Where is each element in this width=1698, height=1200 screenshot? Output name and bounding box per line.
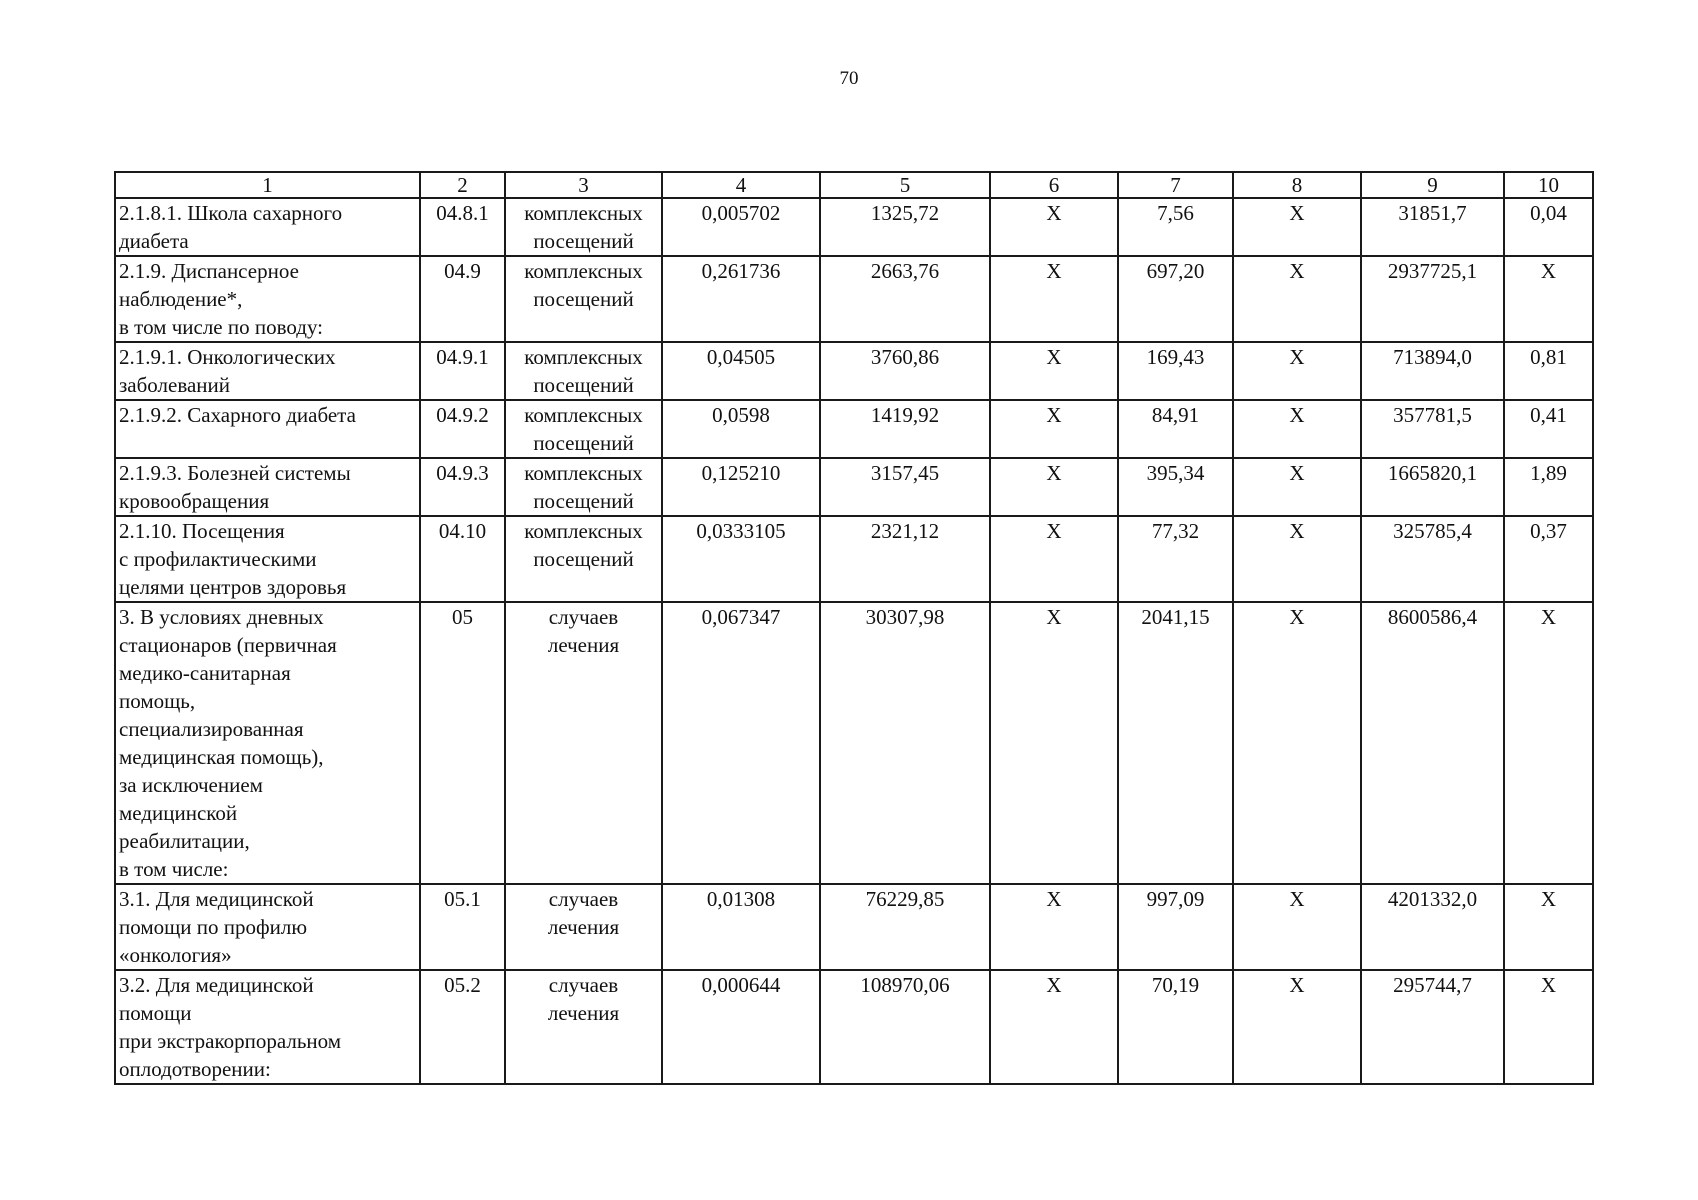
- column-header: 10: [1504, 172, 1593, 198]
- cell-col7: 77,32: [1118, 516, 1233, 602]
- cell-col4: 0,000644: [662, 970, 820, 1084]
- column-header: 4: [662, 172, 820, 198]
- cell-col9: 295744,7: [1361, 970, 1504, 1084]
- cell-col8: Х: [1233, 516, 1361, 602]
- cell-col10: 0,04: [1504, 198, 1593, 256]
- cell-col4: 0,261736: [662, 256, 820, 342]
- cell-col7: 7,56: [1118, 198, 1233, 256]
- row-code: 04.8.1: [420, 198, 505, 256]
- row-name: 2.1.10. Посещения с профилактическими целями центров здоровья: [115, 516, 420, 602]
- data-table: [114, 171, 1594, 1085]
- row-name: 3.2. Для медицинской помощи при экстракорпоральном оплодотворении:: [115, 970, 420, 1084]
- row-unit: комплексных посещений: [505, 342, 662, 400]
- cell-col6: Х: [990, 602, 1118, 884]
- cell-col5: 76229,85: [820, 884, 990, 970]
- cell-col8: Х: [1233, 970, 1361, 1084]
- column-header: 7: [1118, 172, 1233, 198]
- cell-col5: 1325,72: [820, 198, 990, 256]
- cell-col9: 8600586,4: [1361, 602, 1504, 884]
- cell-col6: Х: [990, 516, 1118, 602]
- row-code: 05.1: [420, 884, 505, 970]
- cell-col10: 1,89: [1504, 458, 1593, 516]
- table-row: [115, 884, 1593, 970]
- row-code: 04.9.1: [420, 342, 505, 400]
- cell-col4: 0,0333105: [662, 516, 820, 602]
- row-name: 2.1.9. Диспансерное наблюдение*, в том числе по поводу:: [115, 256, 420, 342]
- cell-col5: 2663,76: [820, 256, 990, 342]
- row-unit: комплексных посещений: [505, 458, 662, 516]
- cell-col9: 31851,7: [1361, 198, 1504, 256]
- table-row: [115, 400, 1593, 458]
- cell-col10: 0,81: [1504, 342, 1593, 400]
- cell-col6: Х: [990, 400, 1118, 458]
- column-header: 9: [1361, 172, 1504, 198]
- cell-col9: 4201332,0: [1361, 884, 1504, 970]
- table-row: [115, 198, 1593, 256]
- row-code: 05: [420, 602, 505, 884]
- cell-col5: 108970,06: [820, 970, 990, 1084]
- table-row: [115, 516, 1593, 602]
- cell-col10: 0,37: [1504, 516, 1593, 602]
- cell-col4: 0,125210: [662, 458, 820, 516]
- row-name: 2.1.9.2. Сахарного диабета: [115, 400, 420, 458]
- table-row: [115, 256, 1593, 342]
- cell-col4: 0,005702: [662, 198, 820, 256]
- row-name: 3. В условиях дневных стационаров (первичная медико-санитарная помощь, специализированная медицинская помощь), за исключением медицинской реабилитации, в том числе:: [115, 602, 420, 884]
- cell-col9: 713894,0: [1361, 342, 1504, 400]
- cell-col7: 2041,15: [1118, 602, 1233, 884]
- row-unit: комплексных посещений: [505, 198, 662, 256]
- cell-col6: Х: [990, 458, 1118, 516]
- cell-col6: Х: [990, 970, 1118, 1084]
- table-row: [115, 342, 1593, 400]
- cell-col7: 169,43: [1118, 342, 1233, 400]
- cell-col10: 0,41: [1504, 400, 1593, 458]
- cell-col7: 70,19: [1118, 970, 1233, 1084]
- cell-col9: 357781,5: [1361, 400, 1504, 458]
- cell-col4: 0,01308: [662, 884, 820, 970]
- cell-col8: Х: [1233, 400, 1361, 458]
- row-code: 04.10: [420, 516, 505, 602]
- column-header: 8: [1233, 172, 1361, 198]
- column-header: 1: [115, 172, 420, 198]
- cell-col8: Х: [1233, 198, 1361, 256]
- cell-col5: 3157,45: [820, 458, 990, 516]
- cell-col6: Х: [990, 198, 1118, 256]
- cell-col5: 3760,86: [820, 342, 990, 400]
- row-unit: случаев лечения: [505, 884, 662, 970]
- cell-col9: 1665820,1: [1361, 458, 1504, 516]
- cell-col6: Х: [990, 342, 1118, 400]
- table-row: [115, 970, 1593, 1084]
- cell-col5: 1419,92: [820, 400, 990, 458]
- row-name: 2.1.9.3. Болезней системы кровообращения: [115, 458, 420, 516]
- row-name: 2.1.8.1. Школа сахарного диабета: [115, 198, 420, 256]
- table-row: [115, 602, 1593, 884]
- cell-col7: 997,09: [1118, 884, 1233, 970]
- cell-col10: Х: [1504, 602, 1593, 884]
- cell-col7: 395,34: [1118, 458, 1233, 516]
- cell-col8: Х: [1233, 458, 1361, 516]
- cell-col4: 0,04505: [662, 342, 820, 400]
- cell-col9: 325785,4: [1361, 516, 1504, 602]
- cell-col5: 2321,12: [820, 516, 990, 602]
- cell-col8: Х: [1233, 256, 1361, 342]
- row-code: 04.9.3: [420, 458, 505, 516]
- column-header: 5: [820, 172, 990, 198]
- row-name: 3.1. Для медицинской помощи по профилю «онкология»: [115, 884, 420, 970]
- row-name: 2.1.9.1. Онкологических заболеваний: [115, 342, 420, 400]
- cell-col6: Х: [990, 884, 1118, 970]
- cell-col10: Х: [1504, 970, 1593, 1084]
- row-code: 04.9.2: [420, 400, 505, 458]
- cell-col4: 0,0598: [662, 400, 820, 458]
- row-unit: комплексных посещений: [505, 256, 662, 342]
- header-row: [115, 172, 1593, 198]
- row-unit: случаев лечения: [505, 602, 662, 884]
- cell-col5: 30307,98: [820, 602, 990, 884]
- cell-col10: Х: [1504, 884, 1593, 970]
- row-unit: случаев лечения: [505, 970, 662, 1084]
- cell-col7: 697,20: [1118, 256, 1233, 342]
- cell-col8: Х: [1233, 342, 1361, 400]
- cell-col8: Х: [1233, 602, 1361, 884]
- column-header: 6: [990, 172, 1118, 198]
- cell-col4: 0,067347: [662, 602, 820, 884]
- row-unit: комплексных посещений: [505, 400, 662, 458]
- cell-col7: 84,91: [1118, 400, 1233, 458]
- column-header: 2: [420, 172, 505, 198]
- column-header: 3: [505, 172, 662, 198]
- row-unit: комплексных посещений: [505, 516, 662, 602]
- cell-col9: 2937725,1: [1361, 256, 1504, 342]
- table-row: [115, 458, 1593, 516]
- row-code: 05.2: [420, 970, 505, 1084]
- cell-col6: Х: [990, 256, 1118, 342]
- page-number: 70: [839, 68, 859, 89]
- row-code: 04.9: [420, 256, 505, 342]
- cell-col8: Х: [1233, 884, 1361, 970]
- cell-col10: Х: [1504, 256, 1593, 342]
